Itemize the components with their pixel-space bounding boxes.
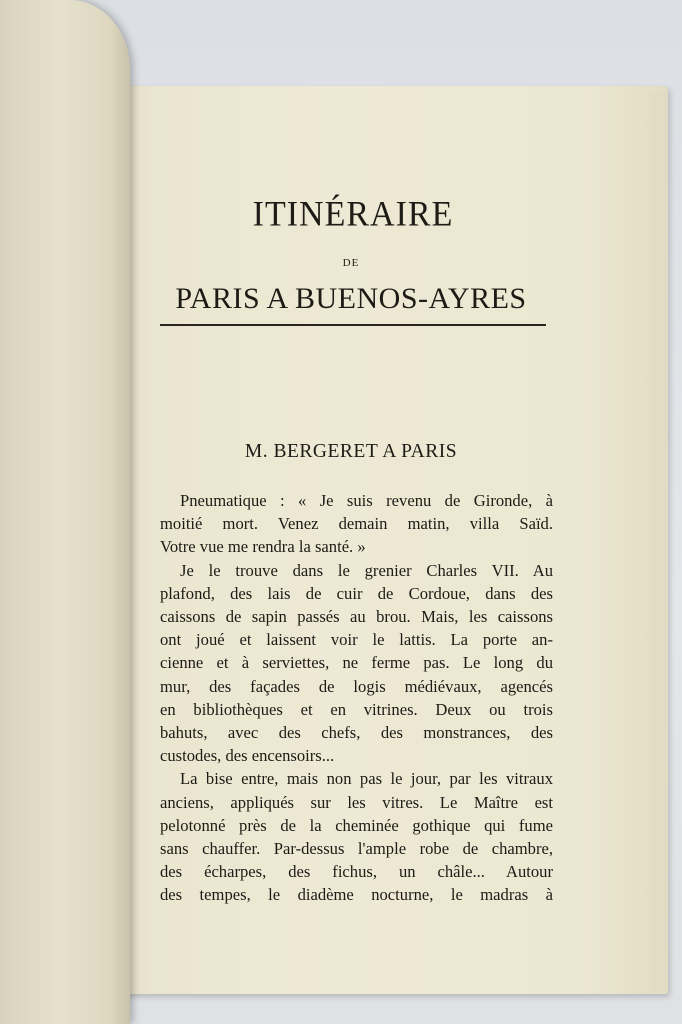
body-line: caissons de sapin passés au brou. Mais, les caissons [160, 607, 553, 627]
body-line: anciens, appliqués sur les vitres. Le Maître est [160, 792, 553, 812]
body-line: mur, des façades de logis médiévaux, agencés [160, 676, 553, 696]
body-line: ont joué et laissent voir le lattis. La porte an- [160, 630, 553, 650]
left-page [0, 0, 130, 1024]
body-line: moitié mort. Venez demain matin, villa Saïd. [160, 514, 553, 534]
body-line: Votre vue me rendra la santé. » [160, 537, 366, 557]
body-line: sans chauffer. Par-dessus l'ample robe de chambre, [160, 839, 553, 859]
body-line: Je le trouve dans le grenier Charles VII. Au [180, 560, 553, 580]
book-title-line1: ITINÉRAIRE [252, 195, 454, 234]
body-line: pelotonné près de la cheminée gothique qui fume [160, 815, 553, 835]
body-text [160, 489, 553, 907]
section-heading: M. BERGERET A PARIS [244, 441, 458, 462]
body-line: des tempes, le diadème nocturne, le madras à [160, 885, 553, 905]
body-line: en bibliothèques et en vitrines. Deux ou trois [160, 699, 553, 719]
body-line: bahuts, avec des chefs, des monstrances, des [160, 723, 553, 743]
book-title-line2: PARIS A BUENOS-AYRES [175, 282, 527, 315]
body-line: plafond, des lais de cuir de Cordoue, dans des [160, 583, 553, 603]
body-line: des écharpes, des fichus, un châle... Autour [160, 862, 553, 882]
body-line: Pneumatique : « Je suis revenu de Gironde, à [180, 491, 553, 510]
body-line: La bise entre, mais non pas le jour, par les vitraux [180, 769, 553, 789]
title-rule [160, 324, 546, 326]
book-title-de: DE [342, 257, 360, 269]
body-line: cienne et à serviettes, ne ferme pas. Le long du [160, 653, 553, 673]
body-line: custodes, des encensoirs... [160, 746, 335, 766]
